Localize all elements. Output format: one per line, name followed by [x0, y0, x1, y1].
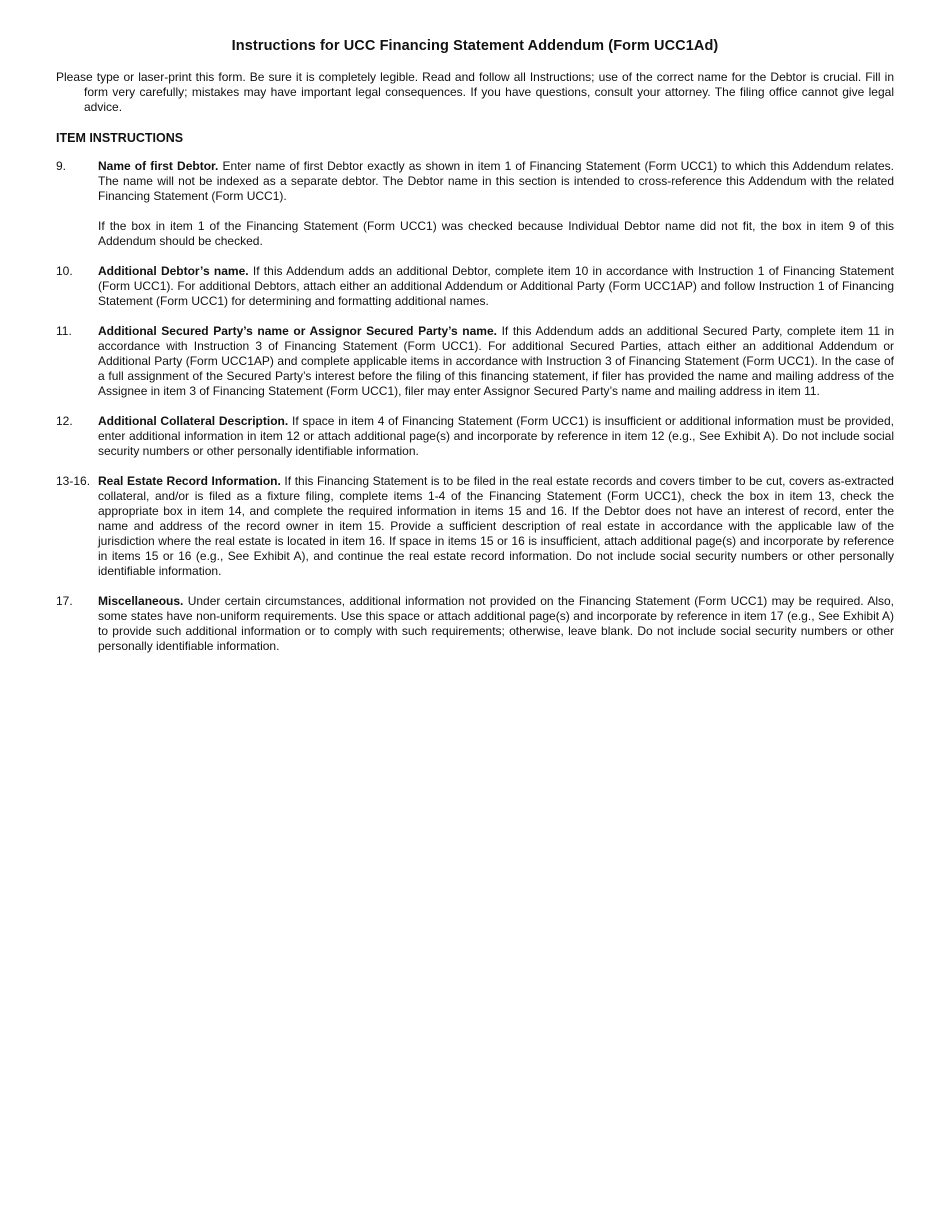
item-title: Additional Collateral Description.: [98, 414, 289, 428]
item-body: [98, 264, 894, 309]
item-paragraph: [98, 594, 894, 654]
instructions-page: [56, 38, 894, 669]
item-text: If this Addendum adds an additional Debtor, complete item 10 in accordance with Instruction 1 of Financing Statement (Form UCC1). For additional Debtors, attach either an additional Addendum or Additional Party (Form UCC1AP) and follow Instruction 1 of Financing Statement (Form UCC1) for determining and formatting additional names.: [98, 264, 894, 308]
section-heading: ITEM INSTRUCTIONS: [56, 131, 184, 145]
item-text: If this Addendum adds an additional Secured Party, complete item 11 in accordance with Instruction 3 of Financing Statement (Form UCC1). For additional Secured Parties, attach either an additional Addendum or Additional Party (Form UCC1AP) and complete applicable items in accordance with Instruction 3 of Financing Statement (Form UCC1). In the case of a full assignment of the Secured Party’s interest before the filing of this financing statement, if filer has provided the name and mailing address of the Assignee in item 3 of Financing Statement (Form UCC1), filer may enter Assignor Secured Party’s name and mailing address in item 11.: [98, 324, 895, 398]
instruction-item-17: [56, 594, 894, 654]
item-paragraph: [98, 414, 894, 459]
instruction-item-10: [56, 264, 894, 309]
item-title: Real Estate Record Information.: [98, 474, 281, 488]
item-paragraph: [98, 324, 894, 399]
item-number: 10.: [56, 264, 73, 278]
item-text: If space in item 4 of Financing Statement (Form UCC1) is insufficient or additional information must be provided, enter additional information in item 12 or attach additional page(s) and incorporate by reference in item 12 (e.g., See Exhibit A). Do not include social security numbers or other personally identifiable information.: [98, 414, 894, 458]
instruction-item-11: [56, 324, 894, 399]
item-text: If this Financing Statement is to be filed in the real estate records and covers timber to be cut, covers as-extracted collateral, and/or is filed as a fixture filing, complete items 1-4 of the Financing Statement (Form UCC1), check the box in item 13, check the appropriate box in item 14, and complete the required information in items 15 and 16. If the Debtor does not have an interest of record, enter the name and address of the record owner in item 15. Provide a sufficient description of real estate in accordance with the applicable law of the jurisdiction where the real estate is located in item 16. If space in items 15 or 16 is insufficient, attach additional page(s) and incorporate by reference in items 15 or 16 (e.g., See Exhibit A), and continue the real estate record information. Do not include social security numbers or other personally identifiable information.: [98, 474, 894, 578]
item-body: [98, 159, 894, 249]
item-title: Name of first Debtor.: [98, 159, 219, 173]
item-number: 12.: [56, 414, 73, 428]
item-number: 17.: [56, 594, 73, 608]
item-title: Additional Debtor’s name.: [98, 264, 249, 278]
item-title: Additional Secured Party’s name or Assignor Secured Party’s name.: [98, 324, 497, 338]
instruction-item-12: [56, 414, 894, 459]
item-paragraph-secondary: If the box in item 1 of the Financing Statement (Form UCC1) was checked because Individual Debtor name did not fit, the box in item 9 of this Addendum should be checked.: [98, 219, 894, 248]
item-paragraph: [98, 159, 894, 204]
item-body: [98, 324, 894, 399]
item-body: [98, 594, 894, 654]
page-title: Instructions for UCC Financing Statement Addendum (Form UCC1Ad): [231, 38, 719, 54]
item-title: Miscellaneous.: [98, 594, 184, 608]
item-number: 9.: [56, 159, 67, 173]
item-paragraph: [98, 264, 894, 309]
item-paragraph: [98, 474, 894, 579]
item-body: [98, 414, 894, 459]
item-number: 11.: [56, 324, 72, 338]
instruction-item-13-16: [56, 474, 894, 579]
item-text: Under certain circumstances, additional information not provided on the Financing Statement (Form UCC1) may be required. Also, some states have non-uniform requirements. Use this space or attach additional page(s) and incorporate by reference in item 17 (e.g., See Exhibit A) to provide such additional information or to comply with such requirements; otherwise, leave blank. Do not include social security numbers or other personally identifiable information.: [98, 594, 894, 653]
intro-paragraph: Please type or laser-print this form. Be sure it is completely legible. Read and follow all Instructions; use of the correct name for the Debtor is crucial. Fill in form very carefully; mistakes may have important legal consequences. If you have questions, consult your attorney. The filing office cannot give legal advice.: [56, 70, 894, 114]
item-number: 13-16.: [56, 474, 91, 488]
instruction-item-9: [56, 159, 894, 249]
item-body: [98, 474, 894, 579]
item-text: Enter name of first Debtor exactly as shown in item 1 of Financing Statement (Form UCC1) to which this Addendum relates. The name will not be indexed as a separate debtor. The Debtor name in this section is intended to cross-reference this Addendum with the related Financing Statement (Form UCC1).: [98, 159, 894, 203]
